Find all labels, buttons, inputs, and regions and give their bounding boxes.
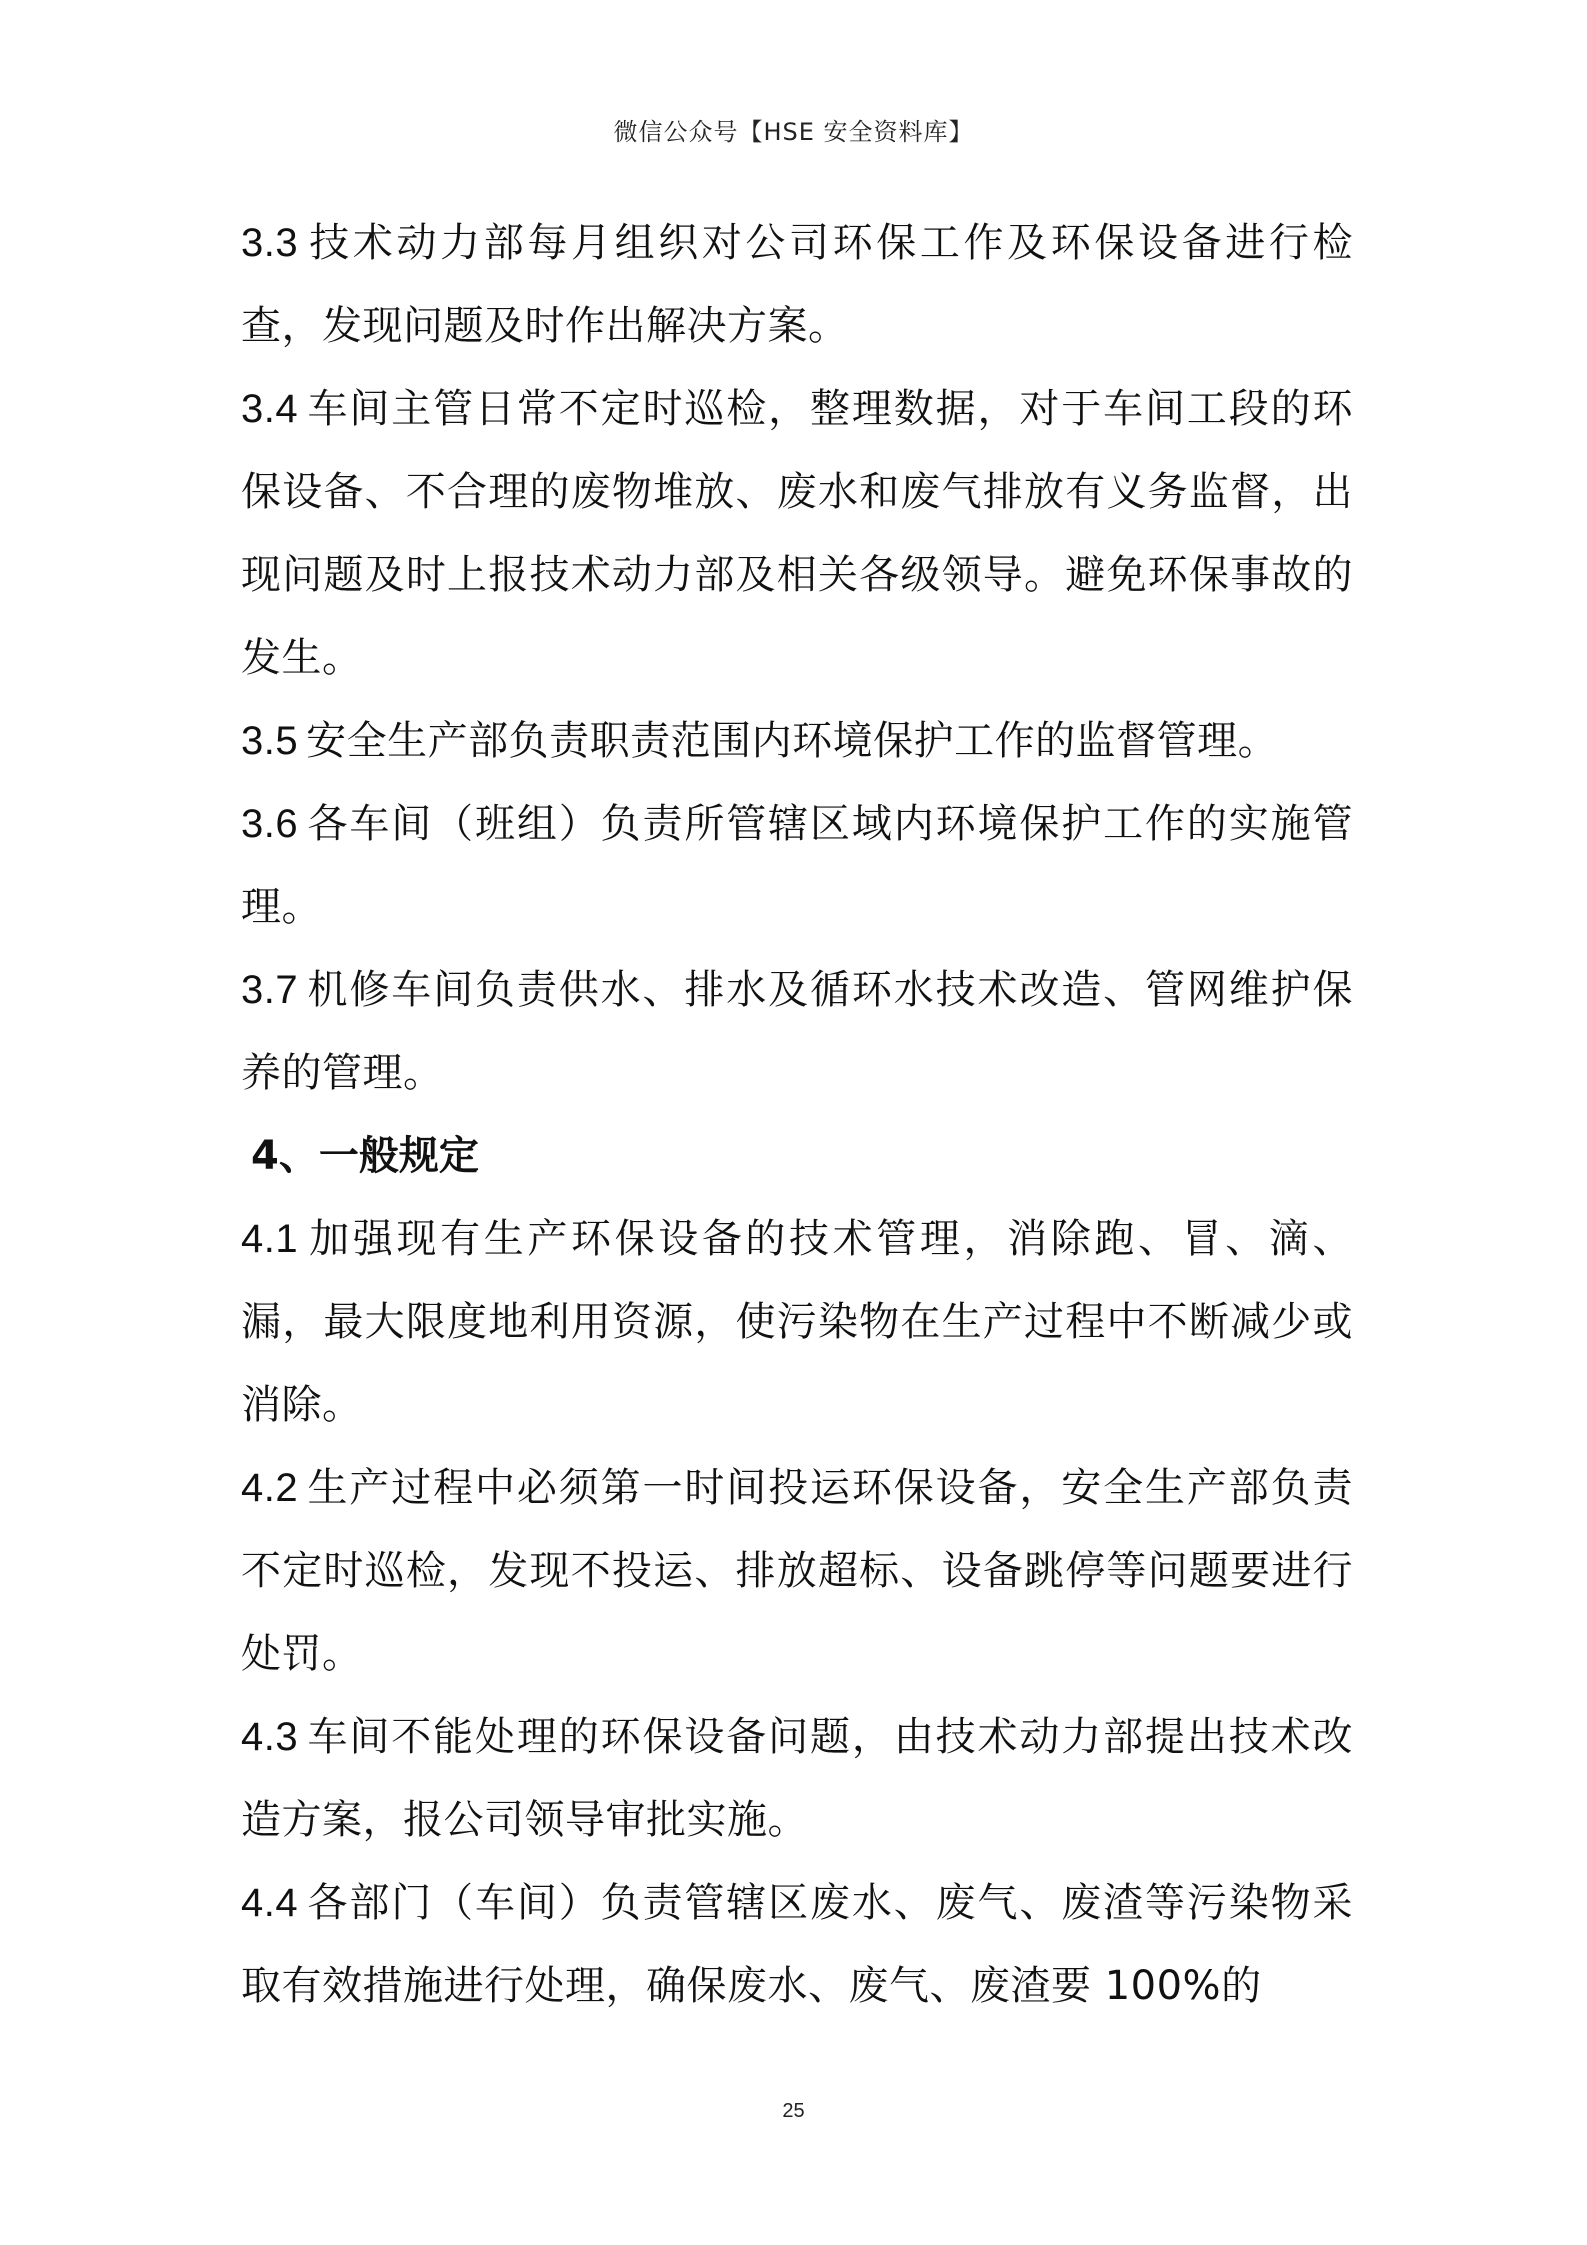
- clause-number: 3.5: [241, 719, 299, 763]
- document-body: [241, 202, 1353, 2028]
- clause-number: 3.3: [241, 221, 299, 265]
- clause-text: 各部门（车间）负责管辖区废水、废气、废渣等污染物采取有效措施进行处理，确保废水、废气、废渣要 100%的: [241, 1880, 1353, 2009]
- clause-text: 加强现有生产环保设备的技术管理，消除跑、冒、滴、漏，最大限度地利用资源，使污染物在生产过程中不断减少或消除。: [241, 1216, 1353, 1428]
- paragraph-3-3: [241, 202, 1353, 368]
- clause-text: 安全生产部负责职责范围内环境保护工作的监督管理。: [306, 718, 1279, 764]
- paragraph-3-7: [241, 949, 1353, 1115]
- paragraph-3-5: [241, 700, 1353, 783]
- page-header: 微信公众号【HSE 安全资料库】: [613, 118, 974, 146]
- paragraph-3-4: [241, 368, 1353, 700]
- clause-number: 4.1: [241, 1217, 299, 1261]
- clause-number: 4.3: [241, 1715, 299, 1759]
- paragraph-4-3: [241, 1696, 1353, 1862]
- clause-text: 生产过程中必须第一时间投运环保设备，安全生产部负责不定时巡检，发现不投运、排放超标、设备跳停等问题要进行处罚。: [241, 1465, 1353, 1677]
- paragraph-3-6: [241, 783, 1353, 949]
- clause-text: 各车间（班组）负责所管辖区域内环境保护工作的实施管理。: [241, 801, 1353, 930]
- page-number: 25: [782, 2100, 805, 2122]
- paragraph-4-2: [241, 1447, 1353, 1696]
- section-heading: 4、一般规定: [251, 1133, 479, 1179]
- clause-text: 车间不能处理的环保设备问题，由技术动力部提出技术改造方案，报公司领导审批实施。: [241, 1714, 1353, 1843]
- clause-number: 4.4: [241, 1881, 299, 1925]
- clause-number: 3.4: [241, 387, 299, 431]
- clause-text: 技术动力部每月组织对公司环保工作及环保设备进行检查，发现问题及时作出解决方案。: [241, 220, 1353, 349]
- paragraph-4-4: [241, 1862, 1353, 2028]
- clause-text: 车间主管日常不定时巡检，整理数据，对于车间工段的环保设备、不合理的废物堆放、废水和废气排放有义务监督，出现问题及时上报技术动力部及相关各级领导。避免环保事故的发生。: [241, 386, 1353, 681]
- clause-text: 机修车间负责供水、排水及循环水技术改造、管网维护保养的管理。: [241, 967, 1353, 1096]
- clause-number: 3.7: [241, 968, 299, 1012]
- clause-number: 4.2: [241, 1466, 299, 1510]
- paragraph-4-1: [241, 1198, 1353, 1447]
- clause-number: 3.6: [241, 802, 299, 846]
